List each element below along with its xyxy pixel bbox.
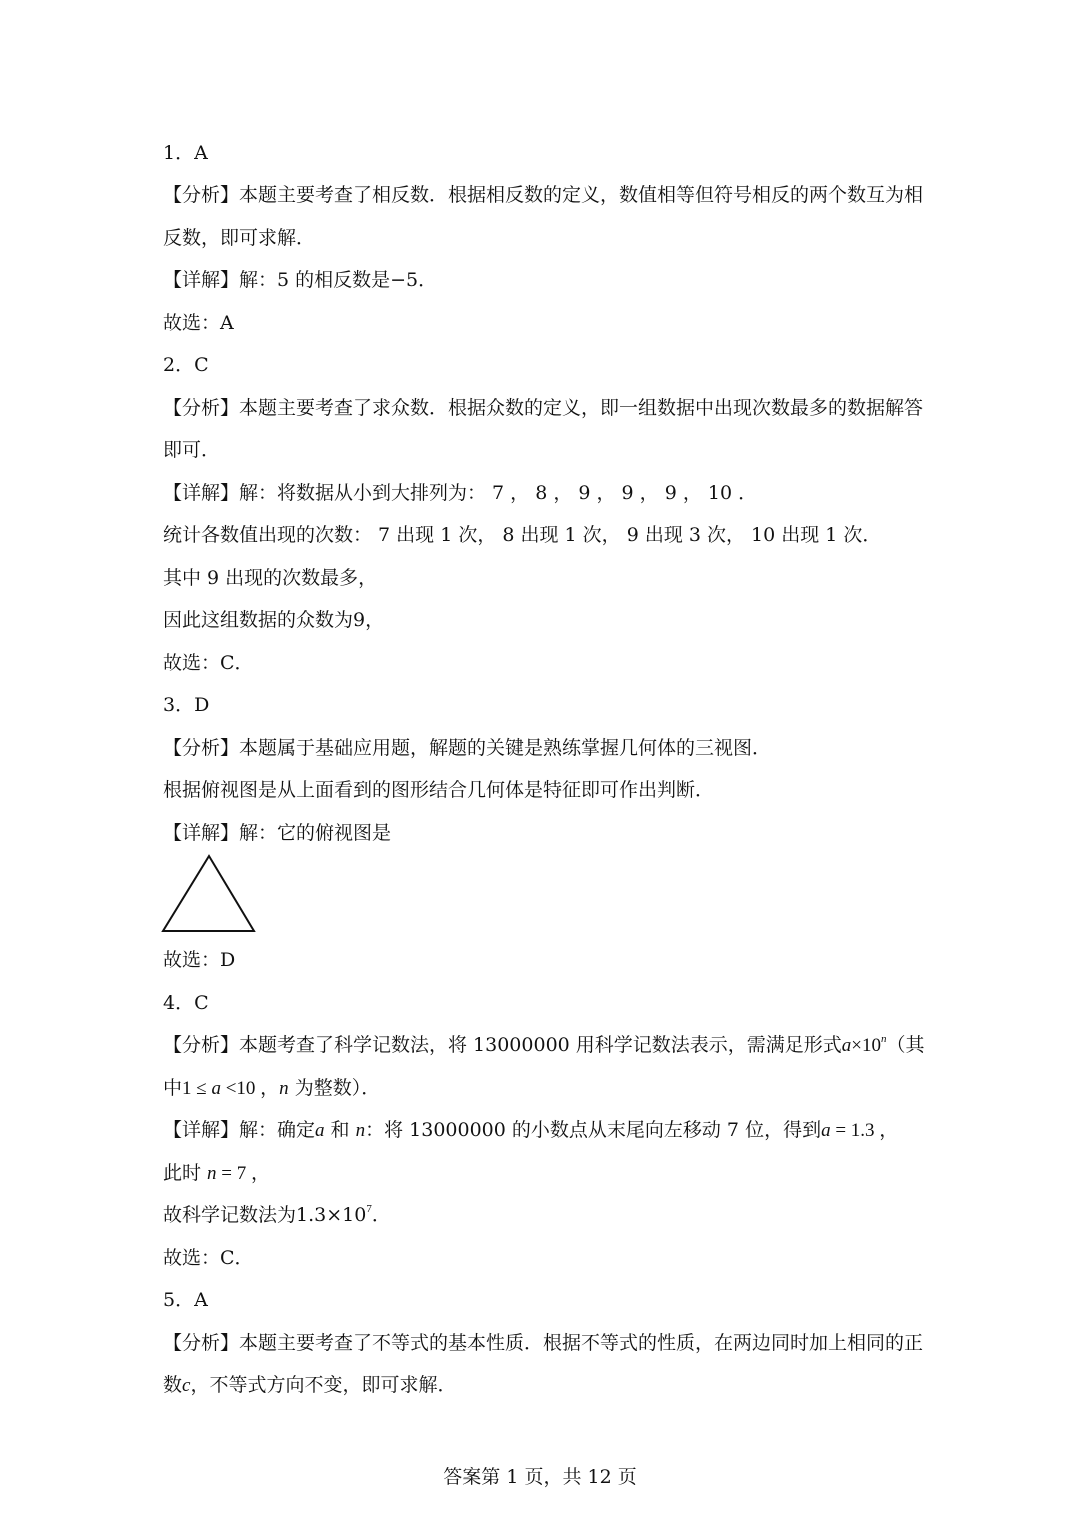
q3-analysis-line1: 【分析】本题属于基础应用题，解题的关键是熟练掌握几何体的三视图．	[163, 737, 772, 759]
q4-detail-mid: ：将 13000000 的小数点从末尾向左移动 7 位，得到	[365, 1119, 822, 1141]
q2-count: 统计各数值出现的次数： 7 出现 1 次， 8 出现 1 次， 9 出现 3 次， 10 出现 1 次．	[163, 524, 882, 546]
q2-choice: 故选：C．	[163, 652, 254, 674]
q1-analysis-line1: 【分析】本题主要考查了相反数．根据相反数的定义，数值相等但符号相反的两个数互为相	[163, 184, 924, 206]
q1-analysis-line2: 反数，即可求解．	[163, 227, 316, 249]
q4-detail	[163, 1118, 898, 1143]
q4-detail-res-var: a	[821, 1120, 831, 1141]
q2-most: 其中 9 出现的次数最多，	[163, 567, 378, 589]
q4-detail-var-a: a	[315, 1120, 325, 1141]
q2-number: 2．C	[163, 354, 209, 376]
q2-mode: 因此这组数据的众数为9，	[163, 609, 385, 631]
q4-analysis2-tail: 为整数）．	[288, 1077, 381, 1099]
q4-detail-res-val: = 1.3 ，	[830, 1120, 899, 1141]
q4-ineq-part1: 1 ≤	[182, 1078, 212, 1099]
q4-ineq-part2: <10 ，	[220, 1078, 280, 1099]
q4-sci-end: ．	[371, 1204, 391, 1226]
q4-detail-var-n: n	[355, 1120, 366, 1141]
top-view-triangle-figure	[160, 852, 258, 934]
q3-analysis-line2: 根据俯视图是从上面看到的图形结合几何体是特征即可作出判断．	[163, 779, 715, 801]
q4-detail-and: 和	[324, 1119, 356, 1141]
q5-analysis-line2	[163, 1373, 456, 1398]
q3-detail: 【详解】解：它的俯视图是	[163, 822, 392, 844]
q4-times-ten: ×10	[851, 1035, 882, 1056]
q5-number: 5．A	[163, 1289, 208, 1311]
q1-number: 1．A	[163, 142, 208, 164]
q4-analysis-tail: （其	[886, 1034, 925, 1056]
q5-analysis2-tail: ，不等式方向不变，即可求解．	[190, 1374, 457, 1396]
q2-analysis-line2: 即可．	[163, 439, 221, 461]
q4-analysis2-head: 中	[163, 1077, 183, 1099]
q4-analysis-line2	[163, 1076, 380, 1101]
q4-exp-n: n	[881, 1032, 887, 1045]
q5-analysis2-head: 数	[163, 1374, 183, 1396]
q2-detail: 【详解】解：将数据从小到大排列为： 7 ， 8 ， 9 ， 9 ， 9 ， 10 ．	[163, 482, 758, 504]
q4-analysis-line1	[163, 1033, 925, 1058]
q4-ineq-var-a: a	[211, 1078, 221, 1099]
q4-sci-text: 故科学记数法为1.3×10	[163, 1204, 367, 1226]
q5-var-c: c	[182, 1375, 191, 1396]
q1-choice: 故选：A	[163, 312, 234, 334]
q2-analysis-line1: 【分析】本题主要考查了求众数．根据众数的定义，即一组数据中出现次数最多的数据解答	[163, 397, 924, 419]
q4-then	[163, 1161, 270, 1186]
q4-then-head: 此时	[163, 1162, 208, 1184]
page-footer: 答案第 1 页，共 12 页	[443, 1466, 637, 1488]
q4-detail-head: 【详解】解：确定	[163, 1119, 316, 1141]
q4-then-var: n	[207, 1163, 217, 1184]
q1-detail: 【详解】解：5 的相反数是−5．	[163, 269, 438, 291]
q3-number: 3．D	[163, 694, 210, 716]
q5-analysis-line1: 【分析】本题主要考查了不等式的基本性质．根据不等式的性质，在两边同时加上相同的正	[163, 1332, 924, 1354]
q4-sci	[163, 1203, 391, 1227]
q3-choice: 故选：D	[163, 949, 236, 971]
q4-analysis-text: 【分析】本题考查了科学记数法，将 13000000 用科学记数法表示，需满足形式	[163, 1034, 842, 1056]
q4-number: 4．C	[163, 992, 209, 1014]
q4-then-val: = 7 ，	[216, 1163, 271, 1184]
q4-ineq-var-n: n	[279, 1078, 289, 1099]
q4-sci-exp: 7	[366, 1202, 372, 1215]
q4-choice: 故选：C．	[163, 1247, 254, 1269]
q4-var-a: a	[841, 1035, 852, 1056]
